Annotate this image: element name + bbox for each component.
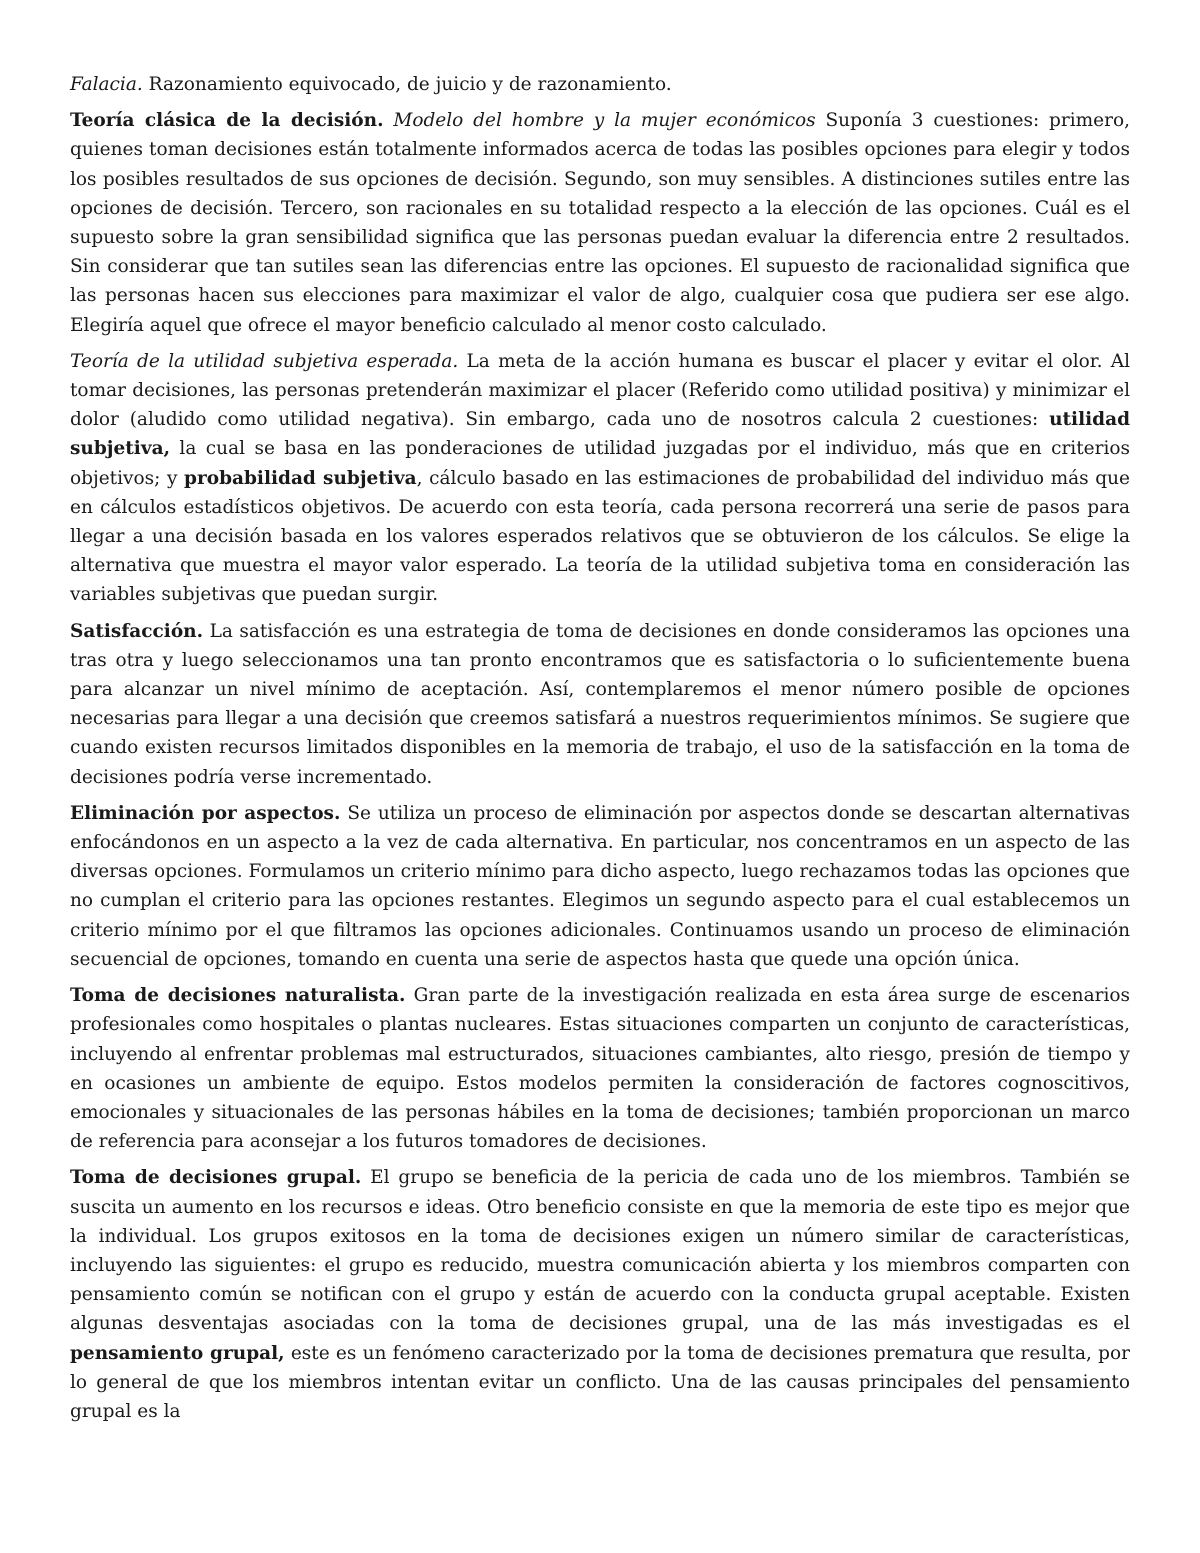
paragraph-falacia bbox=[70, 70, 1130, 99]
term-utilidad-subjetiva-esperada: Teoría de la utilidad subjetiva esperada. bbox=[70, 350, 459, 372]
paragraph-satisfaccion bbox=[70, 617, 1130, 792]
paragraph-text: Se utiliza un proceso de eliminación por aspectos donde se descartan alternativas enfocándonos en un aspecto a la vez de cada alternativa. En particular, nos concentramos en un aspecto de las diversas opciones. Formulamos un criterio mínimo para dicho aspecto, luego rechazamos todas las opciones que no cumplan el criterio para las opciones restantes. Elegimos un segundo aspecto para el cual establecemos un criterio mínimo por el que filtramos las opciones adicionales. Continuamos usando un proceso de eliminación secuencial de opciones, tomando en cuenta una serie de aspectos hasta que quede una opción única. bbox=[70, 802, 1131, 970]
paragraph-eliminacion-aspectos bbox=[70, 799, 1130, 974]
paragraph-text: La satisfacción es una estrategia de toma de decisiones en donde consideramos las opciones una tras otra y luego seleccionamos una tan pronto encontramos que es satisfactoria o lo suficientemente buena para alcanzar un nivel mínimo de aceptación. Así, contemplaremos el menor número posible de opciones necesarias para llegar a una decisión que creemos satisfará a nuestros requerimientos mínimos. Se sugiere que cuando existen recursos limitados disponibles en la memoria de trabajo, el uso de la satisfacción en la toma de decisiones podría verse incrementado. bbox=[70, 620, 1130, 788]
paragraph-grupal bbox=[70, 1163, 1130, 1426]
paragraph-utilidad-subjetiva bbox=[70, 347, 1130, 610]
paragraph-naturalista bbox=[70, 981, 1130, 1156]
paragraph-text: Suponía 3 cuestiones: primero, quienes toman decisiones están totalmente informados acerca de todas las posibles opciones para elegir y todos los posibles resultados de sus opciones de decisión. Segundo, son muy sensibles. A distinciones sutiles entre las opciones de decisión. Tercero, son racionales en su totalidad respecto a la elección de las opciones. Cuál es el supuesto sobre la gran sensibilidad significa que las personas puedan evaluar la diferencia entre 2 resultados. Sin considerar que tan sutiles sean las diferencias entre las opciones. El supuesto de racionalidad significa que las personas hacen sus elecciones para maximizar el valor de algo, cualquier cosa que pudiera ser ese algo. Elegiría aquel que ofrece el mayor beneficio calculado al menor costo calculado. bbox=[70, 110, 1130, 336]
paragraph-text: , cálculo basado en las estimaciones de probabilidad del individuo más que en cálculos estadísticos objetivos. De acuerdo con esta teoría, cada persona recorrerá una serie de pasos para llegar a una decisión basada en los valores esperados relativos que se obtuvieron de los cálculos. Se elige la alternativa que muestra el mayor valor esperado. La teoría de la utilidad subjetiva toma en consideración las variables subjetivas que puedan surgir. bbox=[70, 467, 1131, 606]
term-satisfaccion: Satisfacción. bbox=[70, 620, 204, 642]
paragraph-text: este es un fenómeno caracterizado por la toma de decisiones prematura que resulta, por lo general de que los miembros intentan evitar un conflicto. Una de las causas principales del pensamiento grupal es la bbox=[70, 1342, 1130, 1422]
bold-pensamiento-grupal: pensamiento grupal, bbox=[70, 1342, 285, 1364]
bold-probabilidad-subjetiva: probabilidad subjetiva bbox=[184, 467, 417, 489]
term-teoria-clasica: Teoría clásica de la decisión. bbox=[70, 110, 384, 132]
paragraph-text: El grupo se beneficia de la pericia de cada uno de los miembros. También se suscita un aumento en los recursos e ideas. Otro beneficio consiste en que la memoria de este tipo es mejor que la individual. Los grupos exitosos en la toma de decisiones exigen un número similar de características, incluyendo las siguientes: el grupo es reducido, muestra comunicación abierta y los miembros comparten con pensamiento común se notifican con el grupo y están de acuerdo con la conducta grupal aceptable. Existen algunas desventajas asociadas con la toma de decisiones grupal, una de las más investigadas es el bbox=[70, 1167, 1130, 1335]
document-page bbox=[70, 70, 1130, 1433]
subterm-modelo-economico: Modelo del hombre y la mujer económicos bbox=[393, 110, 816, 132]
paragraph-text: la cual se basa en las ponderaciones de utilidad juzgadas por el individuo, más que en criterios objetivos; y bbox=[70, 438, 1130, 489]
bold-utilidad-subjetiva: utilidad subjetiva, bbox=[70, 409, 1130, 460]
term-grupal: Toma de decisiones grupal. bbox=[70, 1167, 362, 1189]
paragraph-teoria-clasica bbox=[70, 106, 1130, 340]
term-naturalista: Toma de decisiones naturalista. bbox=[70, 985, 406, 1007]
paragraph-text: La meta de la acción humana es buscar el placer y evitar el olor. Al tomar decisiones, las personas pretenderán maximizar el placer (Referido como utilidad positiva) y minimizar el dolor (aludido como utilidad negativa). Sin embargo, cada uno de nosotros calcula 2 cuestiones: bbox=[70, 350, 1131, 431]
term-eliminacion-aspectos: Eliminación por aspectos. bbox=[70, 802, 341, 824]
term-falacia: Falacia. bbox=[70, 74, 143, 95]
paragraph-text: Razonamiento equivocado, de juicio y de razonamiento. bbox=[142, 74, 672, 95]
paragraph-text: Gran parte de la investigación realizada en esta área surge de escenarios profesionales como hospitales o plantas nucleares. Estas situaciones comparten un conjunto de características, incluyendo al enfrentar problemas mal estructurados, situaciones cambiantes, alto riesgo, presión de tiempo y en ocasiones un ambiente de equipo. Estos modelos permiten la consideración de factores cognoscitivos, emocionales y situacionales de las personas hábiles en la toma de decisiones; también proporcionan un marco de referencia para aconsejar a los futuros tomadores de decisiones. bbox=[70, 985, 1130, 1153]
